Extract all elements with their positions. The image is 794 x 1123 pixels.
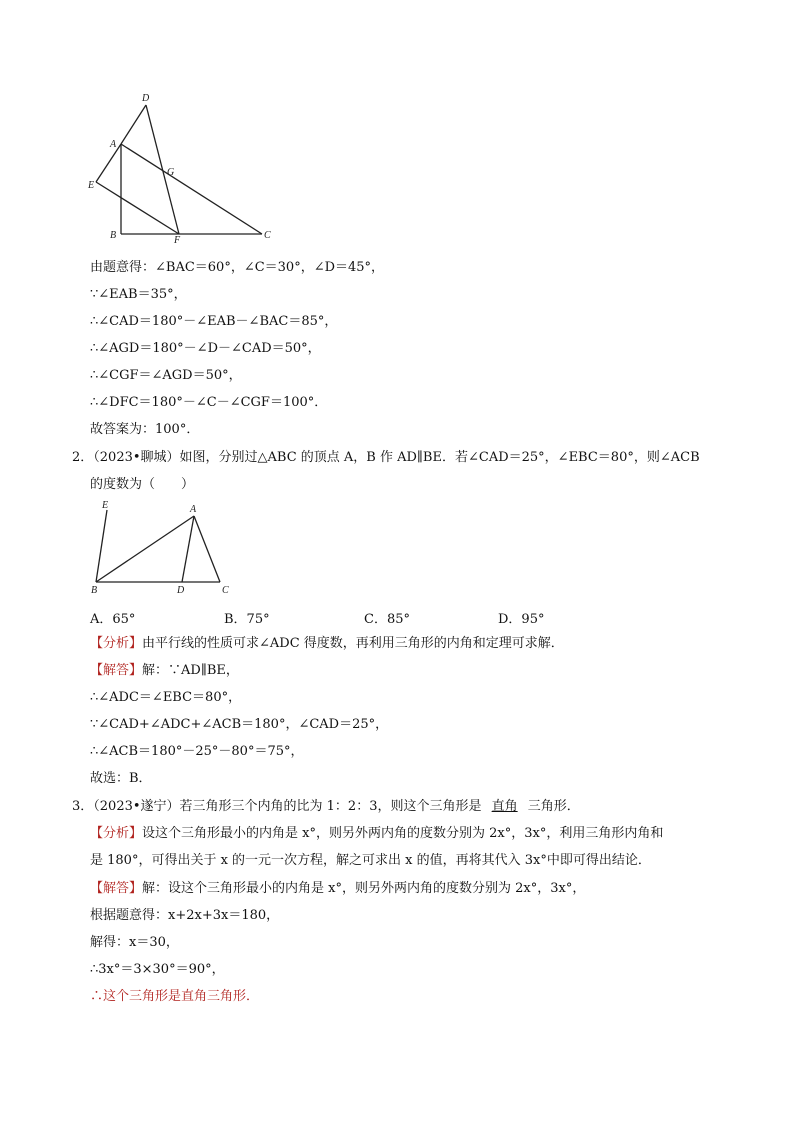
solution1-line4: ∴∠AGD＝180°－∠D－∠CAD＝50°， (90, 341, 321, 356)
question3-stem-end: 三角形． (527, 799, 580, 814)
point-label-D: D (142, 93, 150, 104)
option-b: B．75° (224, 612, 270, 627)
analysis-text: 设这个三角形最小的内角是 x°，则另外两内角的度数分别为 2x°，3x°，利用三角形内角和 (142, 826, 664, 841)
option-c: C．85° (364, 612, 410, 627)
point-label-A2: A (190, 504, 197, 515)
point-label-E2: E (102, 500, 109, 511)
answer-tag: 【解答】 (90, 663, 143, 678)
solution1-line1: 由题意得：∠BAC＝60°，∠C＝30°，∠D＝45°， (90, 260, 385, 275)
question3-answer-line2: 根据题意得：x+2x+3x＝180， (90, 908, 280, 923)
point-label-D2: D (177, 585, 185, 596)
question2-stem-line1: 2．（2023•聊城）如图，分别过△ABC 的顶点 A，B 作 AD∥BE．若∠CAD＝25°，∠EBC＝80°，则∠ACB (72, 450, 700, 465)
point-label-F: F (174, 235, 181, 245)
analysis-tag: 【分析】 (90, 826, 143, 841)
analysis-tag: 【分析】 (90, 636, 143, 651)
solution1-line6: ∴∠DFC＝180°－∠C－∠CGF＝100°． (90, 395, 328, 410)
question2-stem-line2: 的度数为（ ） (90, 477, 195, 492)
question2-answer-line2: ∴∠ADC＝∠EBC＝80°， (90, 690, 242, 705)
question2-answer-line1 (90, 662, 239, 680)
answer-text: 解：设这个三角形最小的内角是 x°，则另外两内角的度数分别为 2x°，3x°， (142, 881, 586, 896)
triangle-figure-2 (88, 498, 248, 598)
question2-choice: 故选：B． (90, 771, 152, 786)
question3-blank-answer: 直角 (491, 799, 518, 814)
solution1-answer: 故答案为：100°． (90, 422, 200, 437)
option-d: D．95° (498, 612, 545, 627)
question3-analysis-line1 (90, 825, 663, 843)
answer-tag: 【解答】 (90, 881, 143, 896)
point-label-A: A (110, 139, 117, 150)
point-label-B2: B (91, 585, 98, 596)
question3-conclusion: ∴这个三角形是直角三角形． (90, 989, 260, 1004)
question3-stem-text: 3．（2023•遂宁）若三角形三个内角的比为 1：2：3，则这个三角形是 (72, 799, 482, 814)
question3-answer-line4: ∴3x°＝3×30°＝90°， (90, 962, 225, 977)
point-label-G: G (167, 167, 175, 178)
question2-analysis (90, 635, 564, 653)
question3-analysis-line2: 是 180°，可得出关于 x 的一元一次方程，解之可求出 x 的值，再将其代入 3x°中即可得出结论． (90, 853, 651, 868)
solution1-line2: ∵∠EAB＝35°， (90, 287, 187, 302)
answer-text: 解：∵AD∥BE， (142, 663, 239, 678)
solution1-line5: ∴∠CGF＝∠AGD＝50°， (90, 368, 242, 383)
point-label-B: B (110, 230, 117, 241)
question2-answer-line4: ∴∠ACB＝180°－25°－80°＝75°， (90, 744, 304, 759)
solution1-line3: ∴∠CAD＝180°－∠EAB－∠BAC＝85°， (90, 314, 338, 329)
question3-answer-line3: 解得：x＝30， (90, 935, 179, 950)
triangle-figure-1 (84, 90, 284, 245)
point-label-C: C (264, 230, 271, 241)
analysis-text: 由平行线的性质可求∠ADC 得度数，再利用三角形的内角和定理可求解． (142, 636, 564, 651)
option-a: A．65° (90, 612, 136, 627)
point-label-C2: C (222, 585, 229, 596)
question2-answer-line3: ∵∠CAD+∠ADC+∠ACB＝180°，∠CAD＝25°， (90, 717, 389, 732)
question3-answer-line1 (90, 880, 585, 898)
point-label-E: E (88, 180, 95, 191)
question3-stem (72, 798, 580, 816)
